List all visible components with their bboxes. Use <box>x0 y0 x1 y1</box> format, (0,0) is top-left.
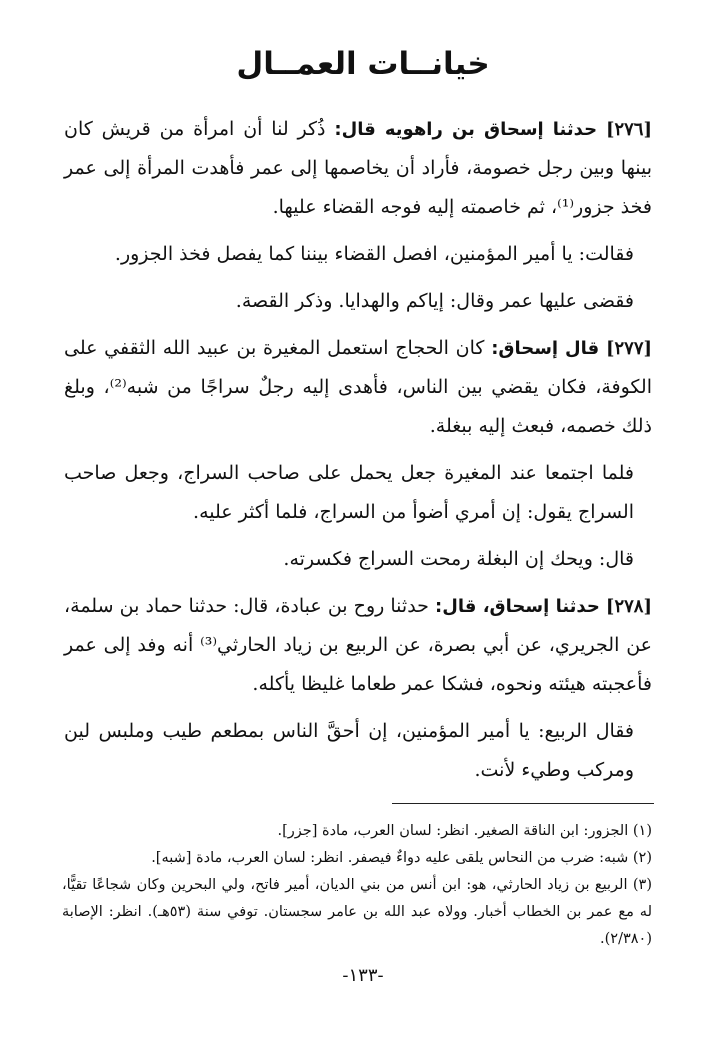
footnote-1: (١) الجزور: ابن الناقة الصغير. انظر: لسان العرب، مادة [جزر]. <box>277 823 652 839</box>
hadith-lead: حدثنا إسحاق بن راهويه قال: <box>334 119 598 140</box>
hadith-lead: حدثنا إسحاق، قال: <box>435 596 600 617</box>
paragraph <box>64 235 652 274</box>
paragraph <box>64 712 652 790</box>
paragraph <box>64 540 652 579</box>
paragraph <box>64 282 652 321</box>
footnotes <box>62 818 652 953</box>
hadith-number: [٢٧٧] <box>605 338 653 359</box>
paragraph-276 <box>64 110 652 227</box>
paragraph <box>64 454 652 532</box>
footnote-3: (٣) الربيع بن زياد الحارثي، هو: ابن أنس من بني الديان، أمير فاتح، ولي البحرين وكان شجاعًا تقيًّا، له مع عمر بن الخطاب أخبار. وولاه عبد الله بن عامر سجستان. توفي سنة (٥٣هـ). انظر: الإصابة (٢/٣٨٠). <box>62 877 652 947</box>
hadith-number: [٢٧٨] <box>605 596 652 617</box>
paragraph-text: فقالت: يا أمير المؤمنين، افصل القضاء بيننا كما يفصل فخذ الجزور. <box>114 243 634 265</box>
paragraph-text: قال: ويحك إن البغلة رمحت السراج فكسرته. <box>283 548 634 570</box>
paragraph-text: ذُكر لنا أن امرأة من قريش كان بينها وبين رجل خصومة، فأراد أن يخاصمها إلى عمر فأهدت المرأة إلى عمر فخذ جزور⁽¹⁾، ثم خاصمته إليه فوجه القضاء عليها. <box>64 118 652 218</box>
paragraph-text: حدثنا روح بن عبادة، قال: حدثنا حماد بن سلمة، عن الجريري، عن أبي بصرة، عن الربيع بن زياد الحارثي⁽³⁾ أنه وفد إلى عمر فأعجبته هيئته ونحوه، فشكا عمر طعاما غليظا يأكله. <box>64 595 652 695</box>
paragraph-text: فقال الربيع: يا أمير المؤمنين، إن أحقَّ الناس بمطعم طيب وملبس لين ومركب وطيء لأنت. <box>64 720 634 781</box>
hadith-number: [٢٧٦] <box>605 119 653 140</box>
paragraph-text: فقضى عليها عمر وقال: إياكم والهدايا. وذكر القصة. <box>235 290 634 312</box>
paragraph-text: كان الحجاج استعمل المغيرة بن عبيد الله الثقفي على الكوفة، فكان يقضي بين الناس، فأهدى إليه رجلٌ سراجًا من شبه⁽²⁾، وبلغ ذلك خصمه، فبعث إليه ببغلة. <box>64 337 652 437</box>
footnote-2: (٢) شبه: ضرب من النحاس يلقى عليه دواءٌ فيصفر. انظر: لسان العرب، مادة [شبه]. <box>151 850 652 866</box>
page-number: -١٣٣- <box>342 965 384 986</box>
paragraph-278 <box>64 587 652 704</box>
footnote-divider <box>392 803 654 804</box>
main-text <box>64 110 652 798</box>
paragraph-text: فلما اجتمعا عند المغيرة جعل يحمل على صاحب السراج، وجعل صاحب السراج يقول: إن أمري أضوأ من السراج، فلما أكثر عليه. <box>64 462 634 523</box>
chapter-title: خيانــات العمــال <box>236 46 490 82</box>
hadith-lead: قال إسحاق: <box>491 338 600 359</box>
paragraph-277 <box>64 329 652 446</box>
